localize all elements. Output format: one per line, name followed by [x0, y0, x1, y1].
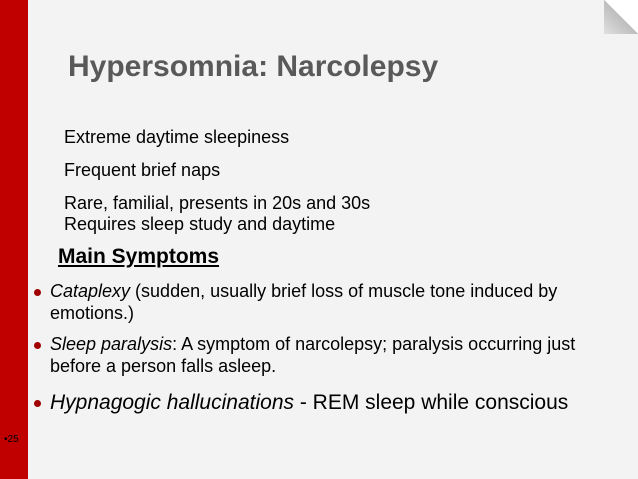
slide-title: Hypersomnia: Narcolepsy [68, 50, 439, 83]
bullet-text [50, 390, 604, 415]
page-curl-decoration [604, 0, 638, 34]
bullet-description: : A symptom of narcolepsy; paralysis occurring just before a person falls asleep. [50, 334, 576, 376]
fact-line: Extreme daytime sleepiness [64, 127, 290, 147]
section-heading: Main Symptoms [58, 245, 220, 268]
bullet-text [50, 333, 604, 377]
slide-number: •25 [4, 434, 19, 445]
bullet-description: - REM sleep while conscious [294, 391, 569, 414]
bullet-text [50, 280, 604, 324]
bullet-item [34, 280, 604, 326]
accent-bar [0, 0, 28, 479]
bullet-icon [34, 342, 41, 349]
fact-line: Rare, familial, presents in 20s and 30s [64, 193, 371, 213]
bullet-term: Sleep paralysis [50, 334, 173, 354]
fact-line: Requires sleep study and daytime [64, 214, 336, 234]
bullet-icon [34, 400, 41, 407]
bullet-icon [34, 289, 41, 296]
bullet-item [34, 333, 604, 379]
fact-line: Frequent brief naps [64, 160, 221, 180]
bullet-item [34, 390, 604, 442]
bullet-description: (sudden, usually brief loss of muscle tone induced by emotions.) [50, 281, 558, 323]
bullet-term: Cataplexy [50, 281, 131, 301]
bullet-term: Hypnagogic hallucinations [50, 391, 294, 414]
